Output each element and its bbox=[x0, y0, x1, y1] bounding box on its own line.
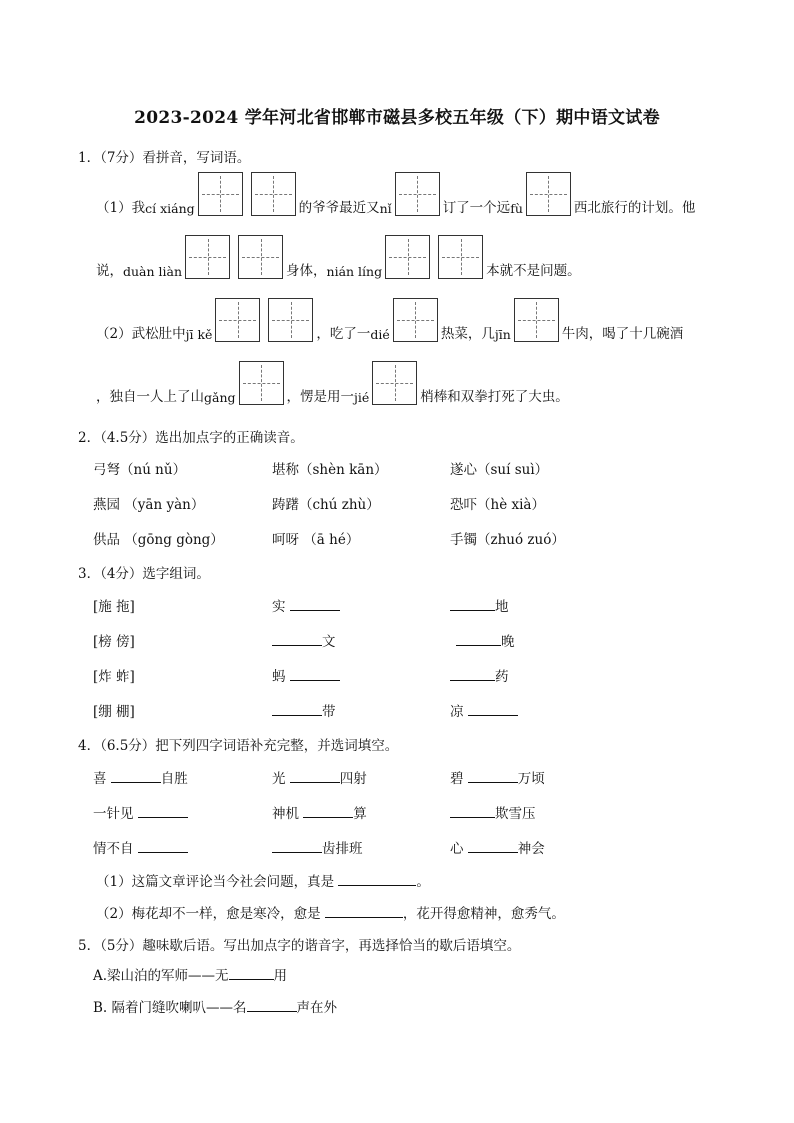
q1-l4-text-a: ，独自一人上了山 bbox=[96, 389, 204, 405]
q4-idiom bbox=[450, 802, 536, 822]
q1-l3-text-a: （2）武松肚中 bbox=[96, 326, 186, 342]
q3-word-blank bbox=[450, 665, 509, 685]
q4-idiom bbox=[93, 837, 188, 857]
q1-l4-text-b: ，愣是用一 bbox=[286, 389, 355, 405]
q4-idiom-part: 齿排班 bbox=[322, 841, 363, 857]
q5-a-text: A.梁山泊的军师——无 bbox=[93, 968, 229, 984]
q1-line1 bbox=[96, 172, 695, 216]
q4-s2-end: ，花开得愈精神，愈秀气。 bbox=[402, 906, 565, 922]
answer-blank[interactable] bbox=[325, 905, 403, 918]
q2-option: 弓弩（nú nǔ） bbox=[93, 462, 187, 478]
q1-l1-text-c: 订了一个远 bbox=[442, 200, 511, 216]
q2-heading: 2．（4.5分）选出加点字的正确读音。 bbox=[78, 430, 304, 446]
tianzige-box-group[interactable] bbox=[395, 172, 440, 216]
q2-option: 呵呀 （ā hé） bbox=[272, 532, 360, 548]
q3-word-blank bbox=[450, 595, 509, 615]
pinyin-jin: jīn bbox=[494, 327, 511, 342]
q4-idiom bbox=[272, 767, 367, 787]
answer-blank[interactable] bbox=[138, 840, 188, 853]
answer-blank[interactable] bbox=[338, 873, 416, 886]
q2-option: 供品 （gōng gòng） bbox=[93, 532, 224, 548]
q3-char-pair: [榜 傍] bbox=[93, 634, 135, 650]
tianzige-cell[interactable] bbox=[251, 172, 296, 216]
q4-s2-text: （2）梅花却不一样，愈是寒冷，愈是 bbox=[96, 906, 321, 922]
q4-idiom bbox=[272, 802, 367, 822]
q4-idiom-part: 神会 bbox=[517, 841, 545, 857]
q1-l2-text-c: 本就不是问题。 bbox=[486, 263, 581, 279]
q3-given-char: 带 bbox=[322, 704, 336, 720]
q4-s1-text: （1）这篇文章评论当今社会问题，真是 bbox=[96, 874, 335, 890]
q4-idiom-part: 万顷 bbox=[517, 771, 545, 787]
q1-l3-text-c: 热菜，几 bbox=[440, 326, 495, 342]
tianzige-box-group[interactable] bbox=[514, 298, 559, 342]
q2-option: 踌躇（chú zhù） bbox=[272, 497, 380, 513]
q4-idiom-part: 喜 bbox=[93, 771, 107, 787]
q4-idiom bbox=[93, 802, 188, 822]
q1-l3-text-b: ，吃了一 bbox=[316, 326, 371, 342]
q1-line3 bbox=[96, 298, 683, 342]
pinyin-die: dié bbox=[370, 327, 390, 342]
tianzige-box-group[interactable] bbox=[239, 361, 284, 405]
q4-idiom-part: 一针见 bbox=[93, 806, 134, 822]
q5-item-a bbox=[93, 964, 287, 984]
q4-idiom-part: 欺雪压 bbox=[495, 806, 536, 822]
answer-blank[interactable] bbox=[290, 668, 340, 681]
q4-idiom-part: 自胜 bbox=[160, 771, 188, 787]
tianzige-box-group[interactable] bbox=[385, 235, 483, 279]
q3-given-char: 地 bbox=[495, 599, 509, 615]
q1-l4-text-c: 梢棒和双拳打死了大虫。 bbox=[420, 389, 569, 405]
answer-blank[interactable] bbox=[456, 633, 501, 646]
q5-heading: 5．（5分）趣味歇后语。写出加点字的谐音字，再选择恰当的歇后语填空。 bbox=[78, 938, 521, 954]
tianzige-cell[interactable] bbox=[238, 235, 283, 279]
answer-blank[interactable] bbox=[272, 840, 322, 853]
q4-idiom-part: 神机 bbox=[272, 806, 299, 822]
q1-line4 bbox=[96, 361, 569, 405]
q3-char-pair: [施 拖] bbox=[93, 599, 135, 615]
tianzige-cell[interactable] bbox=[526, 172, 571, 216]
pinyin-ni: nǐ bbox=[379, 201, 392, 216]
q4-s1-end: 。 bbox=[416, 874, 430, 890]
q1-l2-text-a: 说， bbox=[96, 263, 123, 279]
pinyin-duanlian: duàn liàn bbox=[123, 264, 183, 279]
q2-option: 燕园 （yān yàn） bbox=[93, 497, 205, 513]
q4-sentence-2 bbox=[96, 902, 565, 922]
answer-blank[interactable] bbox=[468, 770, 518, 783]
q3-given-char: 凉 bbox=[450, 704, 464, 720]
q3-given-char: 实 bbox=[272, 599, 286, 615]
q3-given-char: 药 bbox=[495, 669, 509, 685]
tianzige-cell[interactable] bbox=[385, 235, 430, 279]
q4-idiom-part: 情不自 bbox=[93, 841, 134, 857]
q3-given-char: 文 bbox=[322, 634, 336, 650]
q3-given-char: 蚂 bbox=[272, 669, 286, 685]
answer-blank[interactable] bbox=[303, 805, 353, 818]
q4-idiom-part: 光 bbox=[272, 771, 286, 787]
q3-char-pair: [绷 棚] bbox=[93, 704, 135, 720]
q4-idiom bbox=[450, 767, 545, 787]
page-title: 2023-2024 学年河北省邯郸市磁县多校五年级（下）期中语文试卷 bbox=[134, 108, 660, 128]
q1-heading: 1．（7分）看拼音，写词语。 bbox=[78, 150, 251, 166]
q1-l2-text-b: 身体， bbox=[286, 263, 327, 279]
q2-option: 手镯（zhuó zuó） bbox=[450, 532, 565, 548]
q3-word-blank bbox=[272, 665, 340, 685]
q1-l1-text-b: 的爷爷最近又 bbox=[298, 200, 380, 216]
q5-a-end: 用 bbox=[273, 968, 288, 984]
tianzige-box-group[interactable] bbox=[526, 172, 571, 216]
answer-blank[interactable] bbox=[450, 805, 495, 818]
tianzige-box-group[interactable] bbox=[185, 235, 283, 279]
answer-blank[interactable] bbox=[450, 598, 495, 611]
tianzige-cell[interactable] bbox=[239, 361, 284, 405]
tianzige-cell[interactable] bbox=[438, 235, 483, 279]
tianzige-box-group[interactable] bbox=[393, 298, 438, 342]
q4-idiom bbox=[450, 837, 545, 857]
q1-l1-text-d: 西北旅行的计划。他 bbox=[573, 200, 696, 216]
q4-heading: 4．（6.5分）把下列四字词语补充完整，并选词填空。 bbox=[78, 738, 399, 754]
tianzige-cell[interactable] bbox=[215, 298, 260, 342]
answer-blank[interactable] bbox=[272, 633, 322, 646]
q2-option: 恐吓（hè xià） bbox=[450, 497, 545, 513]
tianzige-cell[interactable] bbox=[185, 235, 230, 279]
pinyin-jie: jié bbox=[354, 390, 370, 405]
answer-blank[interactable] bbox=[290, 770, 340, 783]
q4-idiom-part: 算 bbox=[353, 806, 367, 822]
pinyin-nianling: nián líng bbox=[326, 264, 383, 279]
tianzige-cell[interactable] bbox=[393, 298, 438, 342]
q3-heading: 3．（4分）选字组词。 bbox=[78, 566, 210, 582]
q4-sentence-1 bbox=[96, 870, 430, 890]
answer-blank[interactable] bbox=[290, 598, 340, 611]
pinyin-jike: jī kě bbox=[185, 327, 213, 342]
answer-blank[interactable] bbox=[272, 703, 322, 716]
q5-item-b bbox=[93, 996, 337, 1016]
answer-blank[interactable] bbox=[138, 805, 188, 818]
answer-blank[interactable] bbox=[247, 999, 297, 1012]
q3-word-blank bbox=[450, 700, 518, 720]
q3-char-pair: [炸 蚱] bbox=[93, 669, 135, 685]
tianzige-cell[interactable] bbox=[395, 172, 440, 216]
q5-b-text: B. 隔着门缝吹喇叭——名 bbox=[93, 1000, 247, 1016]
q4-idiom-part: 碧 bbox=[450, 771, 464, 787]
pinyin-gang: gǎng bbox=[204, 390, 236, 405]
q4-idiom-part: 四射 bbox=[339, 771, 367, 787]
tianzige-cell[interactable] bbox=[514, 298, 559, 342]
q4-idiom bbox=[272, 837, 363, 857]
answer-blank[interactable] bbox=[468, 840, 518, 853]
q3-given-char: 晚 bbox=[501, 634, 515, 650]
q5-b-end: 声在外 bbox=[296, 1000, 338, 1016]
answer-blank[interactable] bbox=[468, 703, 518, 716]
q2-option: 遂心（suí suì） bbox=[450, 462, 549, 478]
answer-blank[interactable] bbox=[111, 770, 161, 783]
q2-option: 堪称（shèn kān） bbox=[272, 462, 388, 478]
q3-word-blank bbox=[272, 630, 336, 650]
q3-word-blank bbox=[272, 700, 336, 720]
tianzige-box-group[interactable] bbox=[215, 298, 313, 342]
q4-idiom-part: 心 bbox=[450, 841, 464, 857]
tianzige-box-group[interactable] bbox=[372, 361, 417, 405]
tianzige-cell[interactable] bbox=[198, 172, 243, 216]
q1-line2 bbox=[96, 235, 581, 279]
q3-word-blank bbox=[272, 595, 340, 615]
q4-idiom bbox=[93, 767, 188, 787]
pinyin-cixiang: cí xiáng bbox=[145, 201, 195, 216]
pinyin-fu: fù bbox=[510, 201, 523, 216]
tianzige-cell[interactable] bbox=[268, 298, 313, 342]
q3-word-blank bbox=[456, 630, 515, 650]
answer-blank[interactable] bbox=[229, 967, 274, 980]
answer-blank[interactable] bbox=[450, 668, 495, 681]
tianzige-cell[interactable] bbox=[372, 361, 417, 405]
tianzige-box-group[interactable] bbox=[198, 172, 296, 216]
q1-l1-text-a: （1）我 bbox=[96, 200, 146, 216]
q1-l3-text-d: 牛肉，喝了十几碗酒 bbox=[561, 326, 684, 342]
